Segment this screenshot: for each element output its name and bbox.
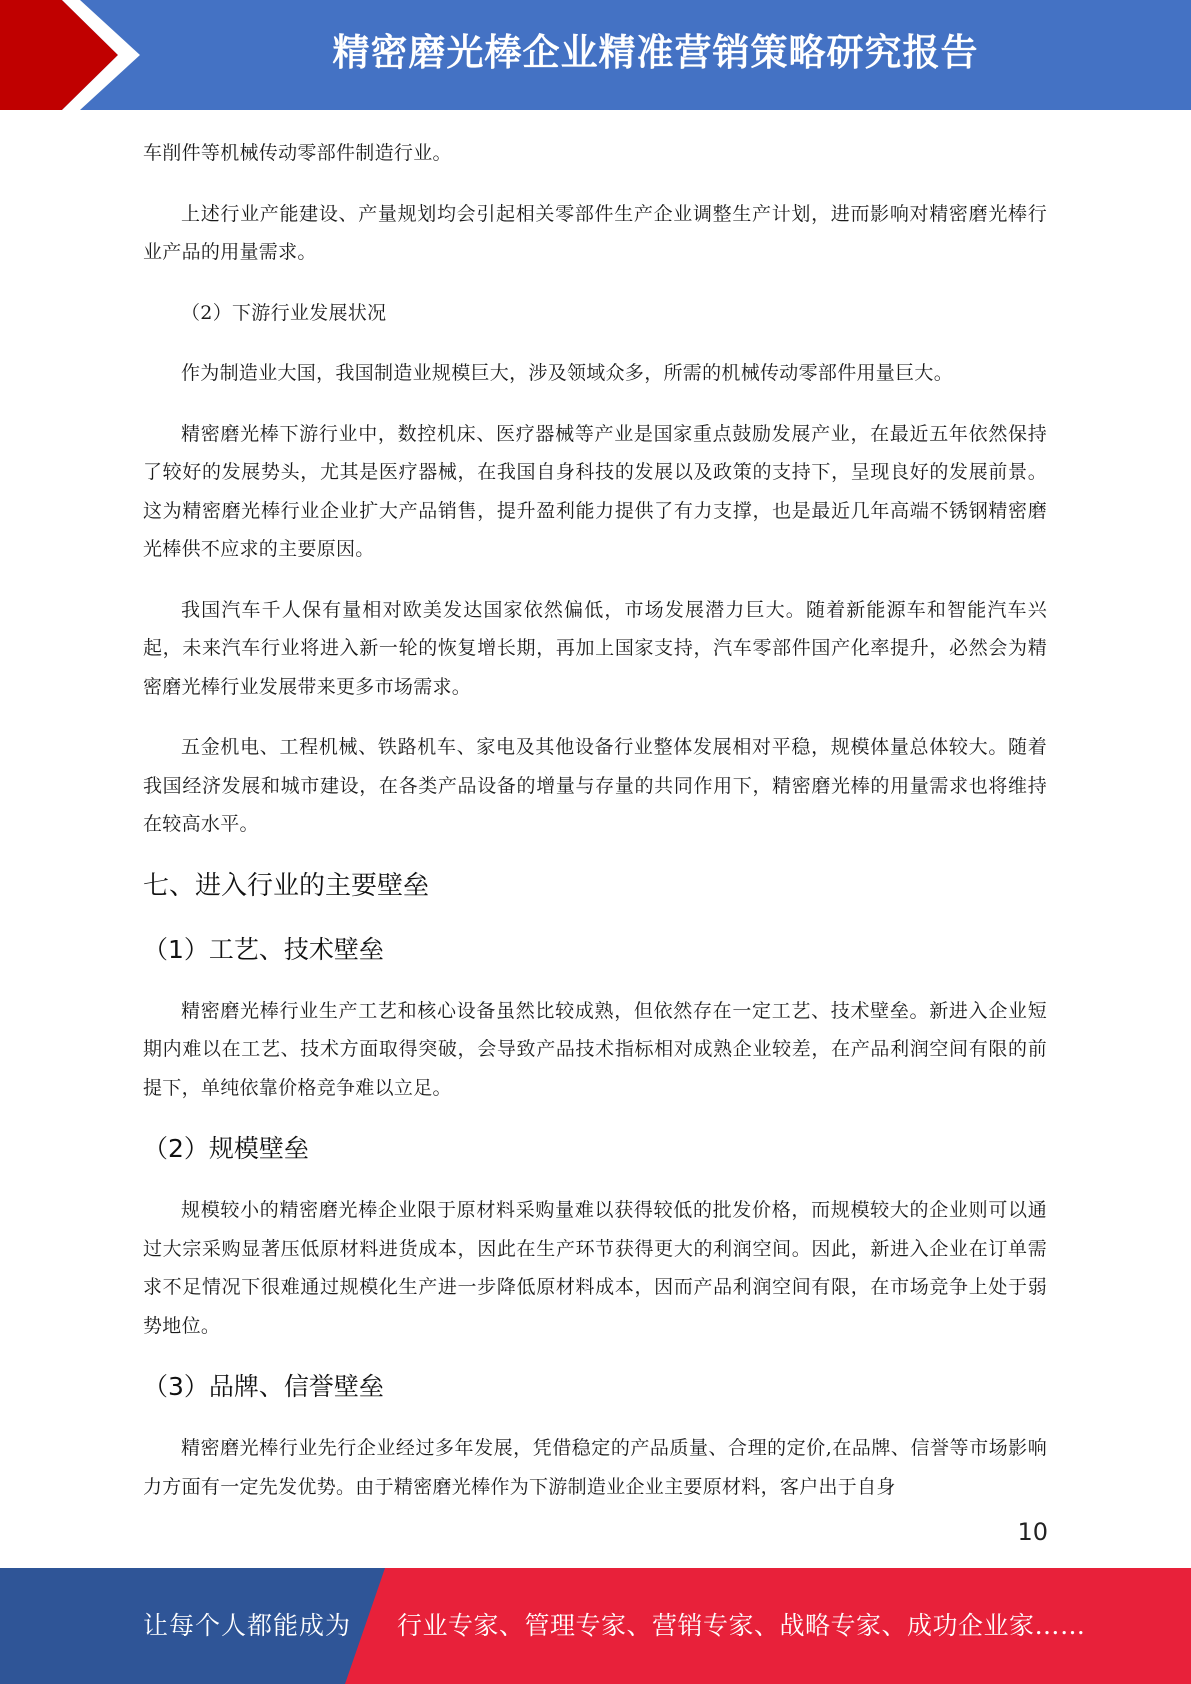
red-chevron-decoration: [0, 0, 160, 110]
document-body: [143, 134, 1047, 1528]
paragraph: 上述行业产能建设、产量规划均会引起相关零部件生产企业调整生产计划，进而影响对精密磨光棒行业产品的用量需求。: [143, 202, 1047, 263]
paragraph: 规模较小的精密磨光棒企业限于原材料采购量难以获得较低的批发价格，而规模较大的企业则可以通过大宗采购显著压低原材料进货成本，因此在生产环节获得更大的利润空间。因此，新进入企业在订单需求不足情况下很难通过规模化生产进一步降低原材料成本，因而产品利润空间有限，在市场竞争上处于弱势地位。: [143, 1199, 1047, 1337]
paragraph: 精密磨光棒行业生产工艺和核心设备虽然比较成熟，但依然存在一定工艺、技术壁垒。新进入企业短期内难以在工艺、技术方面取得突破，会导致产品技术指标相对成熟企业较差，在产品利润空间有限的前提下，单纯依靠价格竞争难以立足。: [143, 999, 1047, 1099]
subsection-heading: （2）规模壁垒: [143, 1134, 309, 1163]
subsection-heading: （1）工艺、技术壁垒: [143, 934, 384, 964]
paragraph: 我国汽车千人保有量相对欧美发达国家依然偏低，市场发展潜力巨大。随着新能源车和智能汽车兴起，未来汽车行业将进入新一轮的恢复增长期，再加上国家支持，汽车零部件国产化率提升，必然会为精密磨光棒行业发展带来更多市场需求。: [143, 598, 1047, 698]
footer-slogan-right: 行业专家、管理专家、营销专家、战略专家、成功企业家……: [397, 1611, 1086, 1640]
paragraph: 车削件等机械传动零部件制造行业。: [143, 142, 452, 164]
page-header: [0, 0, 1191, 110]
paragraph: 精密磨光棒下游行业中，数控机床、医疗器械等产业是国家重点鼓励发展产业，在最近五年依然保持了较好的发展势头，尤其是医疗器械，在我国自身科技的发展以及政策的支持下，呈现良好的发展前景。这为精密磨光棒行业企业扩大产品销售，提升盈利能力提供了有力支撑，也是最近几年高端不锈钢精密磨光棒供不应求的主要原因。: [143, 422, 1047, 560]
page-footer: [0, 1568, 1191, 1684]
subsection-heading: （3）品牌、信誉壁垒: [143, 1372, 384, 1401]
footer-slogan-left: 让每个人都能成为: [143, 1611, 352, 1640]
paragraph: 作为制造业大国，我国制造业规模巨大，涉及领域众多，所需的机械传动零部件用量巨大。: [181, 362, 954, 384]
paragraph: 精密磨光棒行业先行企业经过多年发展，凭借稳定的产品质量、合理的定价,在品牌、信誉等市场影响力方面有一定先发优势。由于精密磨光棒作为下游制造业企业主要原材料，客户出于自身: [143, 1437, 1047, 1498]
section-heading: 七、进入行业的主要壁垒: [143, 870, 430, 901]
paragraph: 五金机电、工程机械、铁路机车、家电及其他设备行业整体发展相对平稳，规模体量总体较大。随着我国经济发展和城市建设，在各类产品设备的增量与存量的共同作用下，精密磨光棒的用量需求也将维持在较高水平。: [143, 736, 1047, 835]
subsection-label: （2）下游行业发展状况: [181, 301, 387, 324]
page-number: 10: [1017, 1518, 1048, 1546]
report-title: 精密磨光棒企业精准营销策略研究报告: [332, 31, 979, 74]
